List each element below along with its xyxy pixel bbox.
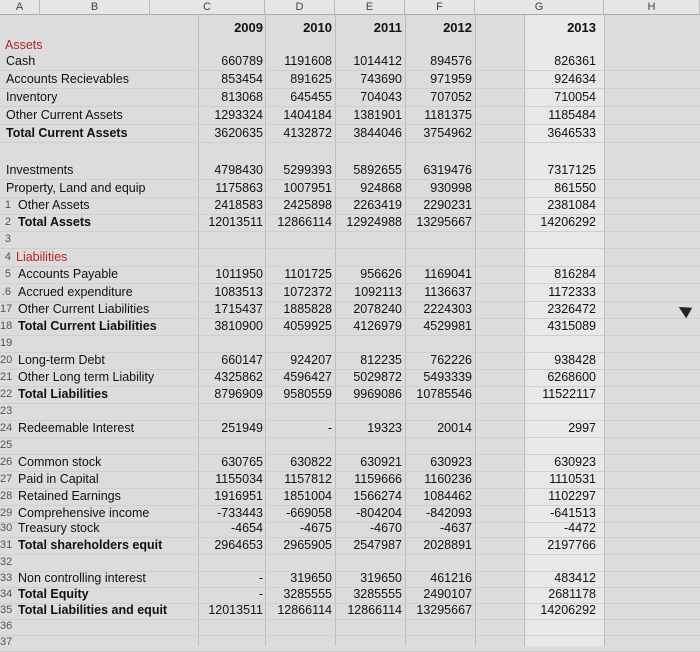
data-cell[interactable]: 4059925 — [283, 319, 332, 333]
data-cell[interactable]: 930998 — [430, 181, 472, 195]
year-header-2010: 2010 — [303, 20, 332, 35]
row-number: 31 — [0, 539, 13, 551]
grid-row-line — [0, 106, 700, 107]
data-cell[interactable]: 1715437 — [214, 302, 263, 316]
row-label[interactable]: Paid in Capital — [18, 472, 99, 486]
row-number: 1 — [4, 199, 11, 211]
data-cell[interactable]: 20014 — [437, 421, 472, 435]
data-cell[interactable]: 2197766 — [547, 538, 596, 552]
data-cell[interactable]: 630923 — [430, 455, 472, 469]
row-number: 3 — [4, 233, 11, 245]
data-cell[interactable]: 1157812 — [284, 472, 332, 486]
row-number: 2 — [4, 216, 11, 228]
data-cell[interactable]: 812235 — [360, 353, 402, 367]
row-number: 35 — [0, 604, 13, 616]
grid-column-line — [604, 15, 605, 646]
data-cell[interactable]: 660147 — [221, 353, 263, 367]
grid-row-line — [0, 619, 700, 620]
row-number: .6 — [1, 286, 11, 298]
data-cell[interactable]: 19323 — [367, 421, 402, 435]
grid-column-line — [475, 15, 476, 646]
data-cell[interactable]: 630921 — [360, 455, 402, 469]
data-cell[interactable]: 1159666 — [354, 472, 402, 486]
data-cell[interactable]: 1172333 — [548, 285, 596, 299]
data-cell[interactable]: 2263419 — [353, 198, 402, 212]
data-cell[interactable]: 4126979 — [353, 319, 402, 333]
data-cell[interactable]: 9580559 — [283, 387, 332, 401]
section-label-liabilities: Liabilities — [16, 250, 68, 264]
data-cell[interactable]: 853454 — [221, 72, 263, 86]
data-cell[interactable]: -4637 — [440, 521, 472, 535]
data-cell[interactable]: 319650 — [360, 571, 402, 585]
data-cell[interactable]: - — [258, 571, 263, 585]
data-cell[interactable]: 891625 — [290, 72, 332, 86]
data-cell[interactable]: 956626 — [360, 267, 402, 281]
data-cell[interactable]: 2381084 — [547, 198, 596, 212]
column-header-b[interactable]: B — [40, 0, 150, 15]
data-cell[interactable]: 9969086 — [353, 387, 402, 401]
row-label[interactable]: Total shareholders equit — [18, 538, 163, 552]
data-cell[interactable]: 5493339 — [423, 370, 472, 384]
data-cell[interactable]: 12013511 — [208, 215, 263, 229]
row-label[interactable]: Property, Land and equip — [6, 181, 146, 195]
data-cell[interactable]: 710054 — [554, 90, 596, 104]
row-number: 26 — [0, 456, 13, 468]
data-cell[interactable]: 924207 — [290, 353, 332, 367]
row-number: 22 — [0, 388, 13, 400]
data-cell[interactable]: 461216 — [430, 571, 472, 585]
data-cell[interactable]: 1404184 — [283, 108, 332, 122]
column-header-a[interactable]: A — [0, 0, 40, 15]
row-number: 29 — [0, 507, 13, 519]
row-label[interactable]: Redeemable Interest — [18, 421, 135, 435]
data-cell[interactable]: 251949 — [221, 421, 263, 435]
row-label[interactable]: Total Assets — [18, 215, 91, 229]
row-number: 18 — [0, 320, 13, 332]
grid-row-line — [0, 179, 700, 180]
data-cell[interactable]: 6268600 — [547, 370, 596, 384]
data-cell[interactable]: 816284 — [554, 267, 596, 281]
data-cell[interactable]: 938428 — [554, 353, 596, 367]
data-cell[interactable]: 11522117 — [542, 387, 596, 401]
row-number: 20 — [0, 354, 13, 366]
data-cell[interactable]: 2547987 — [353, 538, 402, 552]
row-label[interactable]: Common stock — [18, 455, 102, 469]
data-cell[interactable]: 4315089 — [547, 319, 596, 333]
data-cell[interactable]: 1885828 — [283, 302, 332, 316]
column-header-d[interactable]: D — [265, 0, 335, 15]
column-header-g[interactable]: G — [475, 0, 604, 15]
row-number: 21 — [0, 371, 13, 383]
grid-row-line — [0, 124, 700, 125]
data-cell[interactable]: 3646533 — [547, 126, 596, 140]
data-cell[interactable]: -669058 — [286, 506, 332, 520]
row-label[interactable]: Other Current Assets — [6, 108, 123, 122]
data-cell[interactable]: 2418583 — [214, 198, 263, 212]
data-cell[interactable]: 5892655 — [353, 163, 402, 177]
data-cell[interactable]: 1072372 — [283, 285, 332, 299]
data-cell[interactable]: 1102297 — [548, 489, 596, 503]
data-cell[interactable]: 813068 — [221, 90, 263, 104]
data-cell[interactable]: 4596427 — [283, 370, 332, 384]
grid-row-line — [0, 248, 700, 249]
grid-row-line — [0, 70, 700, 71]
data-cell[interactable]: 762226 — [430, 353, 472, 367]
grid-row-line — [0, 403, 700, 404]
data-cell[interactable]: -4670 — [370, 521, 402, 535]
row-label[interactable]: Total Equity — [18, 587, 89, 601]
grid-row-line — [0, 335, 700, 336]
data-cell[interactable]: 1014412 — [353, 54, 402, 68]
data-cell[interactable]: 3810900 — [214, 319, 263, 333]
data-cell[interactable]: 2964653 — [214, 538, 263, 552]
data-cell[interactable]: 1916951 — [214, 489, 263, 503]
data-cell[interactable]: 1185484 — [548, 108, 596, 122]
data-cell[interactable]: 1175863 — [215, 181, 263, 195]
data-cell[interactable]: 14206292 — [540, 603, 596, 617]
row-label[interactable]: Other Current Liabilities — [18, 302, 150, 316]
column-header-c[interactable]: C — [150, 0, 265, 15]
data-cell[interactable]: 1293324 — [214, 108, 263, 122]
row-number: 17 — [0, 303, 13, 315]
data-cell[interactable]: 743690 — [360, 72, 402, 86]
row-number: 34 — [0, 588, 13, 600]
data-cell[interactable]: 2326472 — [547, 302, 596, 316]
row-label[interactable]: Comprehensive income — [18, 506, 150, 520]
data-cell[interactable]: -4675 — [300, 521, 332, 535]
data-cell[interactable]: 971959 — [430, 72, 472, 86]
data-cell[interactable]: 924634 — [554, 72, 596, 86]
data-cell[interactable]: - — [327, 421, 332, 435]
row-label[interactable]: Cash — [6, 54, 36, 68]
data-cell[interactable]: 1155034 — [215, 472, 263, 486]
data-cell[interactable]: 1011950 — [215, 267, 263, 281]
grid-row-line — [0, 88, 700, 89]
data-cell[interactable]: 6319476 — [423, 163, 472, 177]
grid-row-line — [0, 283, 700, 284]
data-cell[interactable]: 12866114 — [277, 215, 332, 229]
data-cell[interactable]: 2028891 — [423, 538, 472, 552]
data-cell[interactable]: 4132872 — [283, 126, 332, 140]
data-cell[interactable]: 8796909 — [214, 387, 263, 401]
data-cell[interactable]: 2078240 — [353, 302, 402, 316]
data-cell[interactable]: 1160236 — [424, 472, 472, 486]
data-cell[interactable]: 2490107 — [423, 587, 472, 601]
data-cell[interactable]: 2997 — [568, 421, 596, 435]
grid-row-line — [0, 142, 700, 143]
data-cell[interactable]: 861550 — [554, 181, 596, 195]
data-cell[interactable]: 12013511 — [208, 603, 263, 617]
year-header-2009: 2009 — [234, 20, 263, 35]
data-cell[interactable]: - — [258, 587, 263, 601]
row-label[interactable]: Accrued expenditure — [18, 285, 133, 299]
year-header-2011: 2011 — [373, 20, 402, 35]
data-cell[interactable]: 1191608 — [284, 54, 332, 68]
data-cell[interactable]: 1110531 — [549, 472, 596, 486]
data-cell[interactable]: 483412 — [554, 571, 596, 585]
data-cell[interactable]: 1101725 — [284, 267, 332, 281]
data-cell[interactable]: 10785546 — [416, 387, 472, 401]
row-number: 24 — [0, 422, 13, 434]
data-cell[interactable]: 3754962 — [423, 126, 472, 140]
data-cell[interactable]: 630822 — [290, 455, 332, 469]
data-cell[interactable]: 2965905 — [283, 538, 332, 552]
grid-row-line — [0, 635, 700, 636]
data-cell[interactable]: 4325862 — [214, 370, 263, 384]
row-label[interactable]: Total Liabilities — [18, 387, 109, 401]
data-cell[interactable]: 2290231 — [423, 198, 472, 212]
row-number: 33 — [0, 572, 13, 584]
column-header-f[interactable]: F — [405, 0, 475, 15]
row-label[interactable]: Investments — [6, 163, 74, 177]
data-cell[interactable]: 1181375 — [424, 108, 472, 122]
data-cell[interactable]: 660789 — [221, 54, 263, 68]
row-label[interactable]: Inventory — [6, 90, 58, 104]
row-label[interactable]: Total Current Assets — [6, 126, 128, 140]
row-label[interactable]: Other Assets — [18, 198, 90, 212]
row-label[interactable]: Treasury stock — [18, 521, 100, 535]
data-cell[interactable]: 894576 — [430, 54, 472, 68]
row-number: 36 — [0, 620, 13, 632]
data-cell[interactable]: 1169041 — [424, 267, 472, 281]
grid-row-line — [0, 231, 700, 232]
data-cell[interactable]: 12866114 — [347, 603, 402, 617]
data-cell[interactable]: 826361 — [554, 54, 596, 68]
row-number: 30 — [0, 522, 13, 534]
data-cell[interactable]: -733443 — [217, 506, 263, 520]
year-header-2013: 2013 — [567, 20, 596, 35]
data-cell[interactable]: 3844046 — [353, 126, 402, 140]
row-number: 32 — [0, 556, 13, 568]
row-number: 4 — [4, 251, 11, 263]
data-cell[interactable]: 1381901 — [353, 108, 402, 122]
data-cell[interactable]: 4529981 — [423, 319, 472, 333]
row-number: 37 — [0, 636, 13, 648]
data-cell[interactable]: 12924988 — [346, 215, 402, 229]
row-number: 25 — [0, 439, 13, 451]
data-cell[interactable]: 4798430 — [214, 163, 263, 177]
row-number: 28 — [0, 490, 13, 502]
data-cell[interactable]: 319650 — [290, 571, 332, 585]
grid-row-line — [0, 437, 700, 438]
mouse-pointer-icon — [676, 302, 692, 318]
data-cell[interactable]: 924868 — [360, 181, 402, 195]
row-label[interactable]: Accounts Payable — [18, 267, 119, 281]
column-header-h[interactable]: H — [604, 0, 700, 15]
row-label[interactable]: Total Liabilities and equit — [18, 603, 168, 617]
data-cell[interactable]: 707052 — [430, 90, 472, 104]
data-cell[interactable]: 2425898 — [283, 198, 332, 212]
data-cell[interactable]: 1136637 — [424, 285, 472, 299]
data-cell[interactable]: 14206292 — [540, 215, 596, 229]
data-cell[interactable]: -4472 — [564, 521, 596, 535]
row-label[interactable]: Non controlling interest — [18, 571, 146, 585]
data-cell[interactable]: 1083513 — [214, 285, 263, 299]
data-cell[interactable]: 5299393 — [283, 163, 332, 177]
year-header-2012: 2012 — [443, 20, 472, 35]
data-cell[interactable]: 2681178 — [548, 587, 596, 601]
data-cell[interactable]: 3285555 — [283, 587, 332, 601]
row-label[interactable]: Accounts Recievables — [6, 72, 129, 86]
data-cell[interactable]: 5029872 — [353, 370, 402, 384]
row-label[interactable]: Total Current Liabilities — [18, 319, 157, 333]
row-label[interactable]: Long-term Debt — [18, 353, 105, 367]
data-cell[interactable]: 1007951 — [283, 181, 332, 195]
row-number: 27 — [0, 473, 13, 485]
data-cell[interactable]: 645455 — [290, 90, 332, 104]
row-label[interactable]: Retained Earnings — [18, 489, 121, 503]
grid-row-line — [0, 554, 700, 555]
data-cell[interactable]: -4654 — [231, 521, 263, 535]
row-number: 19 — [0, 337, 13, 349]
data-cell[interactable]: 2224303 — [423, 302, 472, 316]
data-cell[interactable]: 13295667 — [416, 603, 472, 617]
data-cell[interactable]: 13295667 — [416, 215, 472, 229]
row-label[interactable]: Other Long term Liability — [18, 370, 155, 384]
data-cell[interactable]: -641513 — [550, 506, 596, 520]
section-label-assets: Assets — [5, 38, 43, 52]
row-number: 5 — [4, 268, 11, 280]
data-cell[interactable]: 3285555 — [353, 587, 402, 601]
column-header-e[interactable]: E — [335, 0, 405, 15]
data-cell[interactable]: 1084462 — [423, 489, 472, 503]
data-cell[interactable]: 1851004 — [283, 489, 332, 503]
data-cell[interactable]: 7317125 — [547, 163, 596, 177]
data-cell[interactable]: 1092113 — [354, 285, 402, 299]
data-cell[interactable]: 1566274 — [353, 489, 402, 503]
data-cell[interactable]: 3620635 — [214, 126, 263, 140]
data-cell[interactable]: -804204 — [356, 506, 402, 520]
data-cell[interactable]: 630923 — [554, 455, 596, 469]
data-cell[interactable]: 630765 — [221, 455, 263, 469]
data-cell[interactable]: 704043 — [360, 90, 402, 104]
data-cell[interactable]: 12866114 — [277, 603, 332, 617]
data-cell[interactable]: -842093 — [426, 506, 472, 520]
row-number: 23 — [0, 405, 13, 417]
